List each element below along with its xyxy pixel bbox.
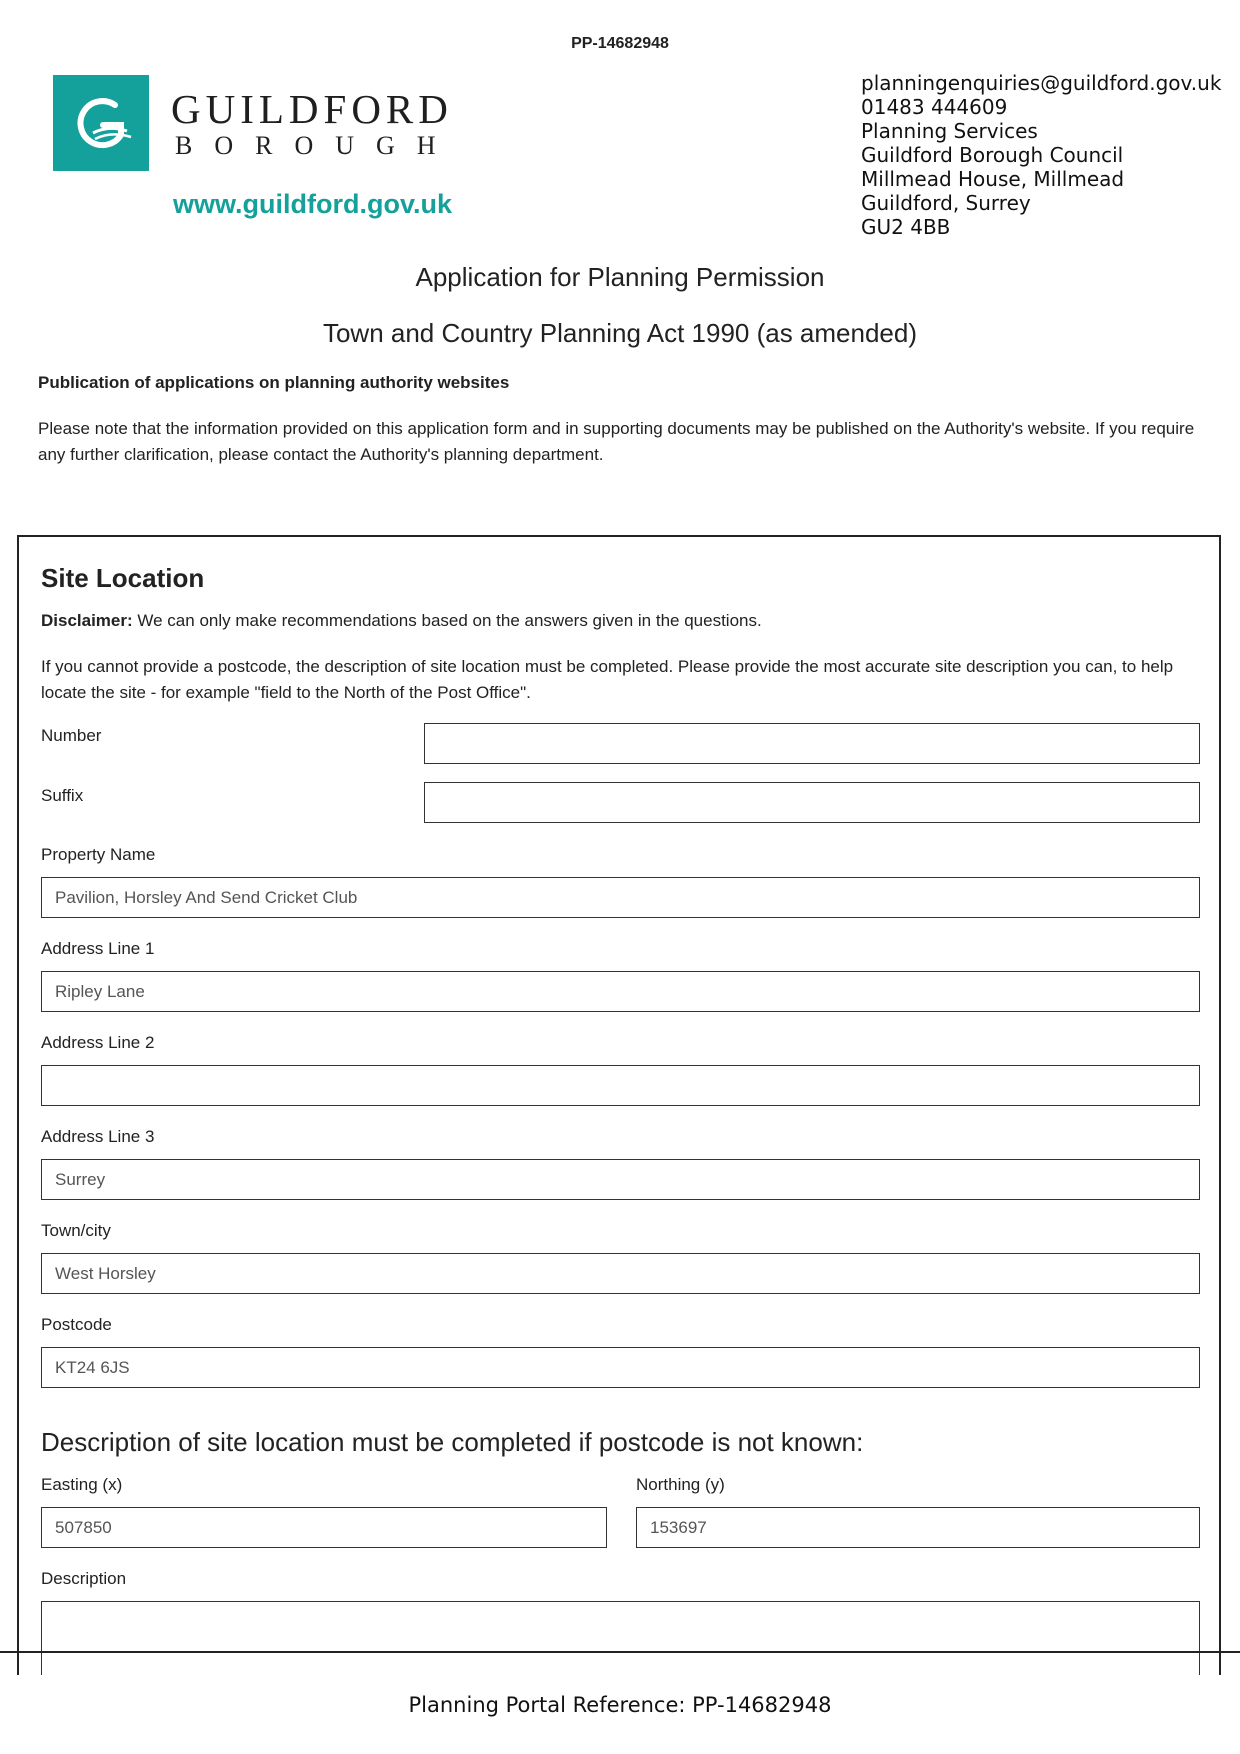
disclaimer-text: We can only make recommendations based on the answers given in the questions. xyxy=(132,611,762,630)
contact-email[interactable]: planningenquiries@guildford.gov.uk xyxy=(861,71,1222,95)
logo-wordmark-borough: BOROUGH xyxy=(175,131,458,160)
easting-label: Easting (x) xyxy=(41,1475,123,1494)
logo-wordmark-guildford: GUILDFORD xyxy=(171,86,453,132)
disclaimer xyxy=(41,611,762,631)
site-help-text: If you cannot provide a postcode, the description of site location must be completed. Please provide the most accurate site description you can, to help locate the site - for example "field to the North of the Post Office". xyxy=(41,657,1174,702)
postcode-field[interactable]: KT24 6JS xyxy=(41,1347,1200,1388)
form-act-title: Town and Country Planning Act 1990 (as amended) xyxy=(322,318,918,348)
contact-details xyxy=(861,71,1221,239)
easting-field[interactable]: 507850 xyxy=(41,1507,607,1548)
address-line1-field[interactable]: Ripley Lane xyxy=(41,971,1200,1012)
description-label: Description xyxy=(41,1569,127,1588)
number-field[interactable] xyxy=(424,723,1200,764)
publication-text: Please note that the information provided on this application form and in supporting documents may be published on the Authority's website. If you require any further clarification, please contact the Authority's planning department. xyxy=(38,419,1195,464)
property-name-field[interactable]: Pavilion, Horsley And Send Cricket Club xyxy=(41,877,1200,918)
disclaimer-label: Disclaimer: xyxy=(41,611,133,630)
contact-council: Guildford Borough Council xyxy=(861,143,1124,167)
address-line3-label: Address Line 3 xyxy=(41,1127,155,1146)
address-line2-field[interactable] xyxy=(41,1065,1200,1106)
site-location-section xyxy=(17,535,1221,1675)
contact-phone: 01483 444609 xyxy=(861,95,1008,119)
form-title: Application for Planning Permission xyxy=(415,262,825,292)
footer-reference: Planning Portal Reference: PP-14682948 xyxy=(408,1693,832,1717)
section-title: Site Location xyxy=(41,563,205,593)
town-city-field[interactable]: West Horsley xyxy=(41,1253,1200,1294)
suffix-field[interactable] xyxy=(424,782,1200,823)
postcode-label: Postcode xyxy=(41,1315,112,1334)
footer-divider xyxy=(0,1651,1240,1653)
contact-postcode: GU2 4BB xyxy=(861,215,951,239)
northing-label: Northing (y) xyxy=(636,1475,725,1494)
contact-department: Planning Services xyxy=(861,119,1038,143)
guildford-g-logo-icon xyxy=(53,75,149,171)
address-line3-field[interactable]: Surrey xyxy=(41,1159,1200,1200)
property-name-label: Property Name xyxy=(41,845,156,864)
address-line1-label: Address Line 1 xyxy=(41,939,155,958)
address-line2-label: Address Line 2 xyxy=(41,1033,155,1052)
publication-heading: Publication of applications on planning authority websites xyxy=(38,373,510,392)
town-city-label: Town/city xyxy=(41,1221,111,1240)
suffix-label: Suffix xyxy=(41,786,84,805)
number-label: Number xyxy=(41,726,102,745)
contact-address-line2: Guildford, Surrey xyxy=(861,191,1031,215)
description-field[interactable] xyxy=(41,1601,1200,1675)
northing-field[interactable]: 153697 xyxy=(636,1507,1200,1548)
contact-address-line1: Millmead House, Millmead xyxy=(861,167,1125,191)
council-website-link[interactable]: www.guildford.gov.uk xyxy=(173,189,452,219)
description-heading: Description of site location must be completed if postcode is not known: xyxy=(41,1427,864,1457)
reference-number: PP-14682948 xyxy=(571,35,669,52)
